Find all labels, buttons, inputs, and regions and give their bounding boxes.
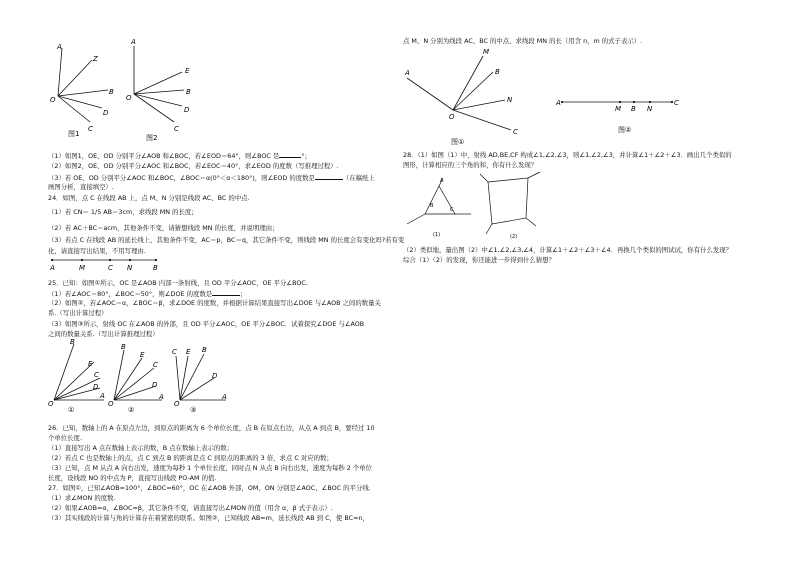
q25-figure-1 [48, 340, 108, 416]
q24-label-a: A [50, 264, 55, 272]
fig2-caption: 图2 [146, 134, 158, 142]
fig1-label-a: A [57, 43, 62, 51]
q24-label-b: B [153, 264, 158, 272]
q26-part2: （2）若点 C 也是数轴上的点，点 C 到点 B 的距离是点 C 到原点的距离的 3 倍，求点 C 对应的数； [48, 454, 333, 462]
q25f3-label-c: C [172, 348, 177, 356]
q28f1-mark-a: A [440, 178, 444, 184]
q23-part1: （1）如图1，OE、OD 分别平分∠AOB 和∠BOC，若∠EOD＝64°，则∠BOC 是 °； [48, 152, 311, 160]
fig1-label-o: O [50, 96, 56, 104]
q28-part2: （2）类似地，量出图（2）中∠1,∠2,∠3,∠4，计算∠1＋∠2＋∠3＋∠4．再换几个类似的图试试，你有什么发现？ [403, 246, 733, 254]
q27f2-label-c: C [674, 99, 679, 107]
q25f2-label-d: D [152, 381, 158, 389]
q25f2-label-b: B [121, 343, 126, 351]
q28f1-caption: (1) [433, 232, 441, 238]
q26-part3-cont: 长度，设线段 NO 的中点为 P，直接写出线段 PO-AM 的值. [48, 474, 217, 482]
q27f2-label-a: A [556, 99, 561, 107]
q27f1-label-a: A [405, 69, 410, 77]
q25f1-label-e: E [88, 360, 93, 368]
q27f1-label-b: B [495, 68, 500, 76]
fig2-label-c: C [174, 125, 179, 133]
q24-label-c: C [108, 264, 113, 272]
q25-part2-cont: 系.（写出计算过程） [48, 309, 108, 317]
q27-part3: （3）其实线段的计算与角的计算存在着紧密的联系。如图②，已知线段 AB=m，延长线段 AB 到 C，使 BC=n， [48, 514, 369, 522]
q24-part3-cont: 化，请直接写出结果，不用写理由. [48, 247, 146, 255]
q24-part1: （1）若 CN＝ 1/5 AB＝3cm，求线段 MN 的长度； [48, 208, 198, 216]
q27-part2: （2）如果∠AOB=α，∠BOC=β，其它条件不变，请直接写出∠MON 的值（用含 α，β 式子表示）. [48, 504, 333, 512]
q28f1-mark-b: B [430, 203, 434, 209]
q27f1-caption: 图① [451, 138, 465, 146]
q28f1-mark-c: C [450, 207, 454, 213]
q27f2-label-b: B [631, 105, 636, 113]
q24-part3: （3）若点 C 在线段 AB 的延长线上，其他条件不变，AC＝p，BC＝q，其它条件不变，则线段 MN 的长度会有变化吗?若有变 [48, 236, 405, 244]
q24-head: 24．如图，点 C 在线段 AB 上，点 M、N 分别是线段 AC、BC 的中点. [48, 194, 250, 202]
q25f1-label-c: C [94, 371, 99, 379]
q27f1-label-o: O [449, 113, 455, 121]
q26-head-cont: 个单位长度. [48, 434, 82, 442]
q25f3-label-b: B [202, 346, 207, 354]
q27-part3-cont: 点 M、N 分别为线段 AC、BC 的中点，求线段 MN 的长（用含 n，m 的式子表示）. [403, 37, 643, 45]
q25f1-label-b: B [70, 338, 75, 346]
q25f2-label-c: C [153, 361, 158, 369]
fig1-label-z: Z [93, 55, 98, 63]
q28-figure-1 [403, 176, 473, 238]
q25f3-label-e: E [186, 348, 191, 356]
q26-head: 26．已知，数轴上的 A 在原点左边，到原点的距离为 6 个单位长度，点 B 在原点右边，从点 A 到点 B，要经过 10 [48, 424, 375, 432]
q28f2-caption: (2) [510, 234, 518, 240]
fig2-label-e: E [185, 67, 190, 75]
q23-part3-cont: 画图分析，直接填空）. [48, 183, 114, 191]
q25f2-label-e: E [140, 351, 145, 359]
q25-head: 25．已知：如图①所示，OC 是∠AOB 内部一条射线，且 OD 平分∠AOC，OE 平分∠BOC. [48, 279, 308, 287]
fig1-label-b: B [109, 88, 114, 96]
q26-part3: （3）已知，点 M 从点 A 向右出发，速度为每秒 1 个单位长度，同时点 N 从点 B 向右出发，速度为每秒 2 个单位 [48, 464, 373, 472]
q27f2-label-n: N [647, 105, 653, 113]
fig2-label-o: O [126, 94, 132, 102]
q24-label-n: N [127, 264, 133, 272]
q27-part1: （1）求∠MON 的度数. [48, 494, 116, 502]
fig1-caption: 图1 [68, 130, 80, 138]
q23-part3: （3）若 OE、OD 分别平分∠AOC 和∠BOC，∠BOC＝α(0°＜α＜180°)，则∠EOD 的度数是 （在稿纸上 [48, 174, 375, 182]
q27f1-label-c: C [513, 128, 518, 136]
q28-figure-2 [476, 170, 556, 240]
fig2-label-a: A [131, 38, 136, 46]
q25f3-label-o: O [174, 400, 180, 408]
figure-1-angles [50, 36, 130, 146]
q25f1-label-a: A [100, 392, 105, 400]
q27-figure-2 [556, 96, 686, 138]
q25-part3: （3）如图③所示，射线 OC 在∠AOB 的外部，且 OD 平分∠AOC，OE 平分∠BOC．试着探究∠DOE 与∠AOB [48, 320, 365, 328]
q26-part1: （1）直接写出 A 点在数轴上表示的数，B 点在数轴上表示的数； [48, 444, 234, 452]
q27-figure-1 [403, 46, 523, 150]
figure-2-angles [124, 36, 204, 146]
fig2-label-b: B [186, 88, 191, 96]
q25f2-caption: ② [128, 406, 135, 414]
q24-segment-figure [48, 256, 158, 274]
q25f2-label-o: O [108, 400, 114, 408]
q25f2-label-a: A [159, 393, 164, 401]
q25f3-label-a: A [222, 393, 227, 401]
fig1-label-d: D [103, 109, 109, 117]
q28-part2-cont: 综合（1）（2）的发现，你还能进一步得到什么猜想？ [403, 256, 555, 264]
q28-part1: 28．（1）如图（1）中，射线 AD,BE,CF 构成∠1,∠2,∠3，则∠1,∠2,∠3，并计算∠1＋∠2＋∠3．画出几个类似的 [403, 151, 732, 159]
q28-part1-cont: 图形，计算相应的三个角的和，你有什么发现？ [403, 161, 538, 169]
q25f1-label-o: O [48, 400, 54, 408]
q27-head: 27．如图①，已知∠AOB=100°，∠BOC=60°，OC 在∠AOB 外部，OM、ON 分别是∠AOC、∠BOC 的平分线. [48, 484, 371, 492]
fig1-label-c: C [88, 125, 93, 133]
q25f1-label-d: D [93, 383, 99, 391]
q24-label-m: M [79, 264, 86, 272]
fig2-label-d: D [184, 106, 190, 114]
q25-part2: （2）如图②，若∠AOC＝α，∠BOC＝β，求∠DOE 的度数，并根据计算结果直接写出∠DOE 与∠AOB 之间的数量关 [48, 299, 381, 307]
q25-figure-3 [170, 340, 230, 416]
q25f3-caption: ③ [190, 406, 197, 414]
q25f1-caption: ① [68, 406, 75, 414]
q25-part1: （1）若∠AOC＝80°，∠BOC＝50°，则∠DOE 的度数是 ； [48, 290, 247, 298]
q24-part2: （2）若 AC＋BC＝acm，其他条件不变，请猜想线段 MN 的长度，并说明理由； [48, 224, 279, 232]
q27f1-label-n: N [507, 96, 513, 104]
q25f3-label-d: D [212, 372, 218, 380]
q27f1-label-m: M [483, 48, 490, 56]
q25-part3-cont: 之间的数量关系.（写出计算推理过程） [48, 330, 159, 338]
q27f2-caption: 图② [618, 126, 632, 134]
q25-figure-2 [108, 340, 168, 416]
q27f2-label-m: M [615, 105, 622, 113]
q23-part2: （2）如图2，OE、OD 分别平分∠AOC 和∠BOC，若∠EOC＝40°，求∠EOD 的度数（写推理过程）. [48, 162, 339, 170]
